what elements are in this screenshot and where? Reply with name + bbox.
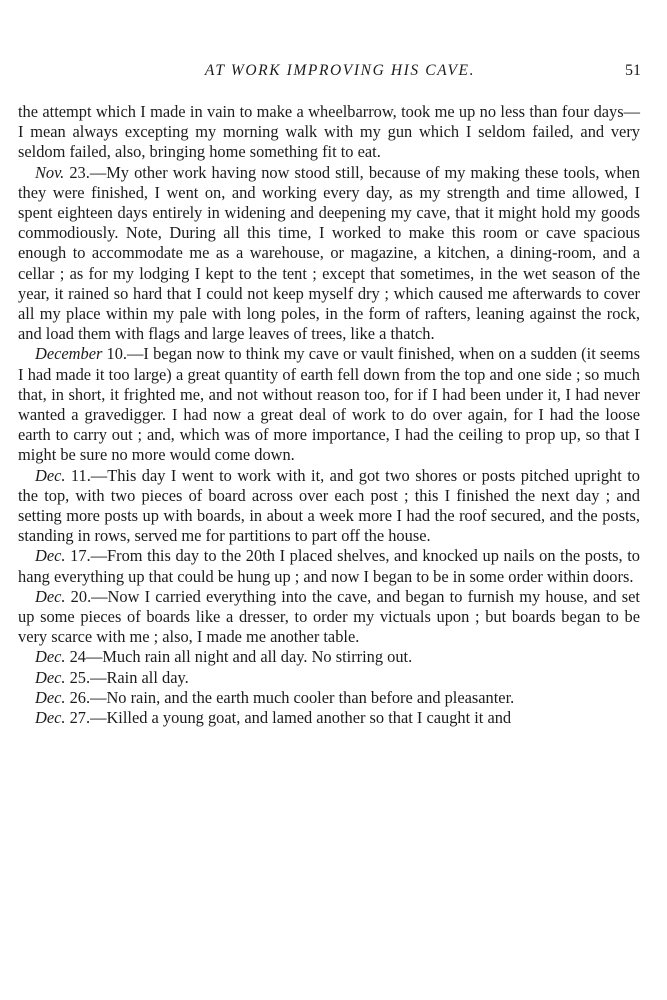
entry-date: Dec. — [35, 687, 66, 707]
page-number: 51 — [625, 62, 641, 79]
paragraph-text: 11.—This day I went to work with it, and got two shores or posts pitched upright to the top, with two pieces of board across over each post ; this I finished the next day ; and setting more posts up with boards, in about a week more I had the roof secured, and the posts, standing in rows, served me for partitions to part off the house. — [18, 465, 640, 546]
paragraph — [18, 708, 640, 728]
entry-date: Dec. — [35, 586, 66, 606]
paragraph-text: 23.—My other work having now stood still, because of my making these tools, when they were finished, I went on, and working every day, as my strength and time allowed, I spent eighteen days entirely in widening and deepening my cave, that it might hold my goods commodiously. Note, During all this time, I worked to make this room or cave spacious enough to accommodate me as a warehouse, or magazine, a kitchen, a dining-room, and a cellar ; as for my lodging I kept to the tent ; except that sometimes, in the wet season of the year, it rained so hard that I could not keep myself dry ; which caused me afterwards to cover all my place within my pale with long poles, in the form of rafters, leaning against the rock, and load them with flags and large leaves of trees, like a thatch. — [18, 162, 640, 344]
paragraph-text: 10.—I began now to think my cave or vault finished, when on a sudden (it seems I had made it too large) a great quantity of earth fell down from the top and one side ; so much that, in short, it frighted me, and not without reason too, for if I had been under it, I had never wanted a gravedigger. I had now a great deal of work to do over again, for I had the loose earth to carry out ; and, which was of more importance, I had the ceiling to prop up, so that I might be sure no more would come down. — [18, 344, 640, 465]
body-text — [18, 102, 640, 728]
entry-date: Dec. — [35, 667, 66, 687]
paragraph — [18, 546, 640, 586]
paragraph-text: 26.—No rain, and the earth much cooler than before and pleasanter. — [65, 687, 515, 707]
entry-date: Dec. — [35, 708, 66, 728]
entry-date: Dec. — [35, 465, 66, 485]
paragraph — [18, 647, 640, 667]
paragraph-text: 25.—Rain all day. — [65, 667, 189, 687]
paragraph — [18, 587, 640, 648]
entry-date: Dec. — [35, 647, 66, 667]
entry-date: December — [35, 344, 103, 364]
paragraph-text: 17.—From this day to the 20th I placed shelves, and knocked up nails on the posts, to hang everything up that could be hung up ; and now I began to be in some order within doors. — [18, 546, 640, 586]
running-head — [0, 62, 667, 86]
running-title: AT WORK IMPROVING HIS CAVE. — [204, 62, 476, 79]
paragraph — [18, 466, 640, 547]
paragraph-text: the attempt which I made in vain to make a wheelbarrow, took me up no less than four days—I mean always excepting my morning walk with my gun which I seldom failed, and very seldom failed, also, bringing home something fit to eat. — [18, 102, 640, 162]
paragraph — [18, 102, 640, 163]
paragraph — [18, 668, 640, 688]
paragraph-text: 20.—Now I carried everything into the cave, and began to furnish my house, and set up some pieces of boards like a dresser, to order my victuals upon ; but boards began to be very scarce with me ; also, I made me another table. — [18, 586, 640, 647]
paragraph-text: 27.—Killed a young goat, and lamed another so that I caught it and — [65, 708, 512, 728]
paragraph — [18, 163, 640, 345]
paragraph-text: 24—Much rain all night and all day. No stirring out. — [65, 647, 413, 667]
entry-date: Nov. — [35, 162, 65, 182]
paragraph — [18, 688, 640, 708]
paragraph — [18, 344, 640, 465]
entry-date: Dec. — [35, 546, 66, 566]
